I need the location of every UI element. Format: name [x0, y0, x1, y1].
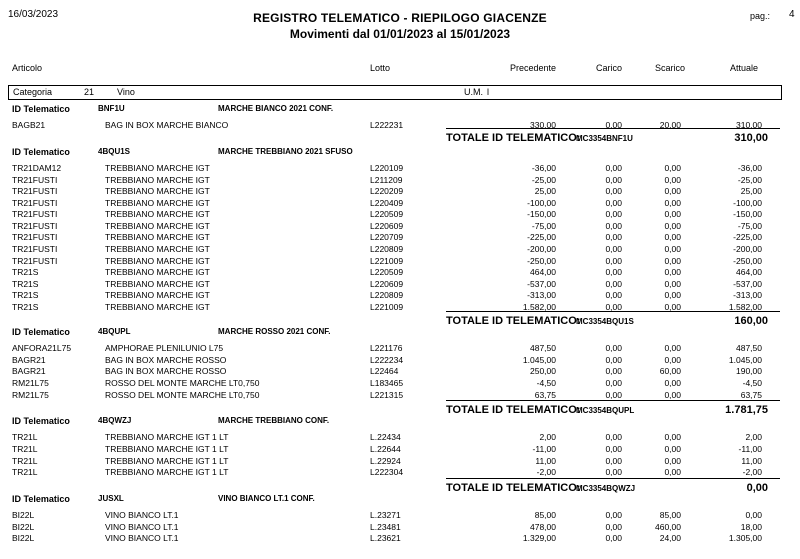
cell-scarico: 0,00 [664, 221, 681, 231]
col-precedente: Precedente [509, 63, 556, 73]
cell-lotto: L211209 [370, 175, 403, 185]
cell-precedente: 63,75 [534, 390, 556, 400]
cell-descrizione: TREBBIANO MARCHE IGT [105, 232, 210, 242]
table-row [0, 343, 800, 354]
cell-scarico: 0,00 [664, 232, 681, 242]
cell-descrizione: TREBBIANO MARCHE IGT [105, 256, 210, 266]
cell-precedente: 1.582,00 [522, 302, 556, 312]
cell-articolo: TR21FUSTI [12, 256, 58, 266]
total-label: TOTALE ID TELEMATICO: [446, 315, 581, 327]
cell-precedente: 478,00 [530, 522, 556, 532]
cell-lotto: L.23481 [370, 522, 401, 532]
cell-precedente: -537,00 [527, 279, 556, 289]
cell-articolo: TR21FUSTI [12, 232, 58, 242]
cell-descrizione: TREBBIANO MARCHE IGT [105, 290, 210, 300]
cell-descrizione: TREBBIANO MARCHE IGT [105, 279, 210, 289]
cell-precedente: -25,00 [531, 175, 556, 185]
cell-scarico: 24,00 [659, 533, 681, 543]
total-label: TOTALE ID TELEMATICO: [446, 404, 581, 416]
cell-scarico: 0,00 [664, 175, 681, 185]
cell-precedente: 85,00 [534, 510, 556, 520]
cell-lotto: L221315 [370, 390, 404, 400]
total-value: 160,00 [734, 315, 768, 327]
cell-carico: 0,00 [605, 343, 622, 353]
cell-scarico: 0,00 [664, 267, 681, 277]
cell-descrizione: BAG IN BOX MARCHE ROSSO [105, 355, 227, 365]
total-separator [446, 311, 780, 312]
cell-attuale: 464,00 [736, 267, 762, 277]
cell-carico: 0,00 [605, 533, 622, 543]
cell-carico: 0,00 [605, 163, 622, 173]
category-box [8, 85, 782, 100]
cell-precedente: -2,00 [536, 467, 556, 477]
id-telematico-label: ID Telematico [12, 416, 70, 426]
table-row [0, 456, 800, 467]
cell-attuale: -250,00 [733, 256, 762, 266]
cell-lotto: L221009 [370, 302, 404, 312]
cell-scarico: 0,00 [664, 302, 681, 312]
cell-lotto: L.23271 [370, 510, 401, 520]
id-telematico-code: 4BQU1S [98, 147, 131, 156]
group-header [0, 415, 800, 429]
cell-scarico: 0,00 [664, 444, 681, 454]
cell-descrizione: VINO BIANCO LT.1 [105, 522, 179, 532]
cell-carico: 0,00 [605, 198, 622, 208]
cell-scarico: 0,00 [664, 290, 681, 300]
cell-descrizione: BAG IN BOX MARCHE BIANCO [105, 120, 229, 130]
group-header [0, 326, 800, 340]
cell-carico: 0,00 [605, 456, 622, 466]
cell-attuale: -313,00 [733, 290, 762, 300]
cell-articolo: BI22L [12, 522, 35, 532]
cell-descrizione: TREBBIANO MARCHE IGT 1 LT [105, 456, 229, 466]
cell-scarico: 0,00 [664, 186, 681, 196]
cell-attuale: -225,00 [733, 232, 762, 242]
group-title: VINO BIANCO LT.1 CONF. [218, 494, 315, 503]
cell-attuale: 11,00 [741, 456, 762, 466]
cell-attuale: -200,00 [733, 244, 762, 254]
cell-attuale: 310,00 [736, 120, 762, 130]
table-row [0, 256, 800, 267]
cell-lotto: L222231 [370, 120, 404, 130]
table-row [0, 366, 800, 377]
cell-articolo: TR21L [12, 444, 38, 454]
cell-attuale: 18,00 [740, 522, 762, 532]
group-header [0, 493, 800, 507]
total-code: MC3354BQWZJ [576, 484, 636, 493]
group-header [0, 146, 800, 160]
cell-scarico: 0,00 [664, 209, 681, 219]
total-separator [446, 478, 780, 479]
table-row [0, 290, 800, 301]
cell-precedente: 464,00 [530, 267, 556, 277]
cell-lotto: L220109 [370, 163, 404, 173]
cell-precedente: -150,00 [527, 209, 556, 219]
cell-carico: 0,00 [605, 290, 622, 300]
cell-carico: 0,00 [605, 378, 622, 388]
cell-carico: 0,00 [605, 256, 622, 266]
id-telematico-code: JUSXL [98, 494, 124, 503]
cell-scarico: 85,00 [659, 510, 681, 520]
cell-precedente: -100,00 [527, 198, 556, 208]
cell-carico: 0,00 [605, 390, 622, 400]
cell-carico: 0,00 [605, 510, 622, 520]
cell-lotto: L220809 [370, 244, 404, 254]
table-row [0, 444, 800, 455]
cell-scarico: 20,00 [659, 120, 681, 130]
cell-lotto: L220809 [370, 290, 404, 300]
total-code: MC3354BQU1S [576, 317, 634, 326]
cell-precedente: -313,00 [527, 290, 556, 300]
cell-precedente: -4,50 [536, 378, 556, 388]
table-row [0, 232, 800, 243]
cell-carico: 0,00 [605, 302, 622, 312]
cell-carico: 0,00 [605, 175, 622, 185]
col-scarico: Scarico [654, 63, 685, 73]
cell-articolo: TR21S [12, 302, 39, 312]
id-telematico-code: 4BQUPL [98, 327, 131, 336]
cell-carico: 0,00 [605, 467, 622, 477]
report-subtitle: Movimenti dal 01/01/2023 al 15/01/2023 [289, 27, 511, 41]
table-row [0, 533, 800, 544]
group-total [0, 130, 800, 145]
cell-lotto: L222234 [370, 355, 404, 365]
cell-lotto: L222304 [370, 467, 404, 477]
table-row [0, 209, 800, 220]
cell-articolo: TR21FUSTI [12, 244, 58, 254]
table-row [0, 522, 800, 533]
cell-descrizione: TREBBIANO MARCHE IGT [105, 175, 210, 185]
table-row [0, 510, 800, 521]
cell-articolo: TR21S [12, 267, 39, 277]
cell-attuale: -75,00 [737, 221, 762, 231]
cell-scarico: 0,00 [664, 244, 681, 254]
cell-precedente: -36,00 [531, 163, 556, 173]
cell-scarico: 0,00 [664, 163, 681, 173]
cell-lotto: L.22644 [370, 444, 401, 454]
table-row [0, 267, 800, 278]
cell-articolo: BI22L [12, 510, 35, 520]
cell-lotto: L220709 [370, 232, 404, 242]
cell-scarico: 0,00 [664, 256, 681, 266]
cell-attuale: -36,00 [737, 163, 762, 173]
cell-lotto: L221176 [370, 343, 403, 353]
group-title: MARCHE ROSSO 2021 CONF. [218, 327, 331, 336]
um-value: l [487, 87, 489, 97]
cell-articolo: TR21FUSTI [12, 186, 58, 196]
cell-articolo: BAGB21 [12, 120, 46, 130]
id-telematico-label: ID Telematico [12, 147, 70, 157]
table-row [0, 432, 800, 443]
table-row [0, 198, 800, 209]
col-carico: Carico [595, 63, 622, 73]
cell-precedente: 330,00 [530, 120, 556, 130]
total-value: 1.781,75 [725, 404, 768, 416]
cell-articolo: TR21FUSTI [12, 175, 58, 185]
cell-descrizione: VINO BIANCO LT.1 [105, 533, 179, 543]
cell-carico: 0,00 [605, 355, 622, 365]
id-telematico-label: ID Telematico [12, 327, 70, 337]
cell-lotto: L.22924 [370, 456, 401, 466]
cell-descrizione: AMPHORAE PLENILUNIO L75 [105, 343, 224, 353]
cell-precedente: 2,00 [539, 432, 556, 442]
col-articolo: Articolo [12, 63, 43, 73]
table-row [0, 244, 800, 255]
cell-precedente: -200,00 [527, 244, 556, 254]
cell-articolo: TR21S [12, 279, 39, 289]
cell-precedente: 1.329,00 [522, 533, 556, 543]
cell-carico: 0,00 [605, 366, 622, 376]
cell-lotto: L221009 [370, 256, 404, 266]
cell-precedente: 11,00 [535, 456, 556, 466]
total-separator [446, 128, 780, 129]
cell-scarico: 0,00 [664, 378, 681, 388]
cell-articolo: TR21L [12, 432, 38, 442]
cell-attuale: 1.582,00 [728, 302, 762, 312]
cell-precedente: 1.045,00 [522, 355, 556, 365]
table-row [0, 175, 800, 186]
cell-precedente: -11,00 [532, 444, 556, 454]
total-label: TOTALE ID TELEMATICO: [446, 482, 581, 494]
cell-descrizione: TREBBIANO MARCHE IGT [105, 267, 210, 277]
cell-carico: 0,00 [605, 267, 622, 277]
cell-attuale: -25,00 [737, 175, 762, 185]
total-code: MC3354BNF1U [576, 134, 633, 143]
cell-attuale: -537,00 [733, 279, 762, 289]
print-date: 16/03/2023 [8, 9, 59, 20]
id-telematico-label: ID Telematico [12, 494, 70, 504]
cell-attuale: -150,00 [733, 209, 762, 219]
cell-articolo: BAGR21 [12, 355, 46, 365]
cell-scarico: 0,00 [664, 390, 681, 400]
cell-descrizione: TREBBIANO MARCHE IGT [105, 186, 210, 196]
cell-articolo: TR21DAM12 [12, 163, 62, 173]
page-label: pag.: [750, 11, 771, 21]
cell-descrizione: TREBBIANO MARCHE IGT 1 LT [105, 467, 229, 477]
cell-descrizione: TREBBIANO MARCHE IGT [105, 209, 210, 219]
total-label: TOTALE ID TELEMATICO: [446, 132, 581, 144]
cell-attuale: -100,00 [733, 198, 762, 208]
cell-descrizione: TREBBIANO MARCHE IGT [105, 221, 210, 231]
cell-precedente: 250,00 [530, 366, 556, 376]
cell-descrizione: TREBBIANO MARCHE IGT [105, 163, 210, 173]
cell-scarico: 0,00 [664, 198, 681, 208]
cell-precedente: -250,00 [527, 256, 556, 266]
cell-articolo: TR21L [12, 467, 38, 477]
table-row [0, 186, 800, 197]
id-telematico-code: 4BQWZJ [98, 416, 132, 425]
cell-lotto: L220509 [370, 209, 404, 219]
cell-articolo: TR21FUSTI [12, 221, 58, 231]
cell-articolo: ANFORA21L75 [12, 343, 72, 353]
cell-articolo: TR21FUSTI [12, 209, 58, 219]
group-title: MARCHE TREBBIANO 2021 SFUSO [218, 147, 353, 156]
cell-carico: 0,00 [605, 232, 622, 242]
cell-articolo: TR21FUSTI [12, 198, 58, 208]
cell-descrizione: TREBBIANO MARCHE IGT [105, 244, 210, 254]
cell-scarico: 0,00 [664, 343, 681, 353]
cell-descrizione: BAG IN BOX MARCHE ROSSO [105, 366, 227, 376]
cell-articolo: TR21S [12, 290, 39, 300]
cell-scarico: 0,00 [664, 279, 681, 289]
cell-descrizione: TREBBIANO MARCHE IGT [105, 302, 210, 312]
cell-lotto: L220609 [370, 279, 404, 289]
cell-articolo: RM21L75 [12, 390, 49, 400]
table-row [0, 467, 800, 478]
cell-attuale: -4,50 [742, 378, 762, 388]
category-name: Vino [117, 87, 135, 97]
cell-scarico: 0,00 [664, 432, 681, 442]
cell-articolo: RM21L75 [12, 378, 49, 388]
cell-attuale: 25,00 [740, 186, 762, 196]
cell-descrizione: ROSSO DEL MONTE MARCHE LT0,750 [105, 378, 260, 388]
group-title: MARCHE BIANCO 2021 CONF. [218, 104, 334, 113]
table-row [0, 378, 800, 389]
cell-scarico: 460,00 [655, 522, 681, 532]
cell-lotto: L220409 [370, 198, 404, 208]
cell-carico: 0,00 [605, 279, 622, 289]
cell-lotto: L220509 [370, 267, 404, 277]
cell-attuale: 1.305,00 [728, 533, 762, 543]
cell-scarico: 0,00 [664, 456, 681, 466]
table-row [0, 163, 800, 174]
cell-descrizione: TREBBIANO MARCHE IGT 1 LT [105, 432, 229, 442]
cell-precedente: 487,50 [530, 343, 556, 353]
cell-attuale: 2,00 [745, 432, 762, 442]
cell-carico: 0,00 [605, 244, 622, 254]
cell-carico: 0,00 [605, 444, 622, 454]
cell-attuale: 0,00 [745, 510, 762, 520]
cell-lotto: L220609 [370, 221, 404, 231]
cell-carico: 0,00 [605, 432, 622, 442]
cell-lotto: L.23621 [370, 533, 401, 543]
total-code: MC3354BQUPL [576, 406, 635, 415]
cell-precedente: 25,00 [534, 186, 556, 196]
table-row [0, 279, 800, 290]
total-value: 0,00 [746, 482, 768, 494]
cell-carico: 0,00 [605, 221, 622, 231]
cell-carico: 0,00 [605, 522, 622, 532]
cell-lotto: L220209 [370, 186, 404, 196]
cell-lotto: L183465 [370, 378, 404, 388]
table-row [0, 221, 800, 232]
cell-lotto: L.22434 [370, 432, 401, 442]
cell-descrizione: VINO BIANCO LT.1 [105, 510, 179, 520]
total-value: 310,00 [734, 132, 768, 144]
cell-precedente: -225,00 [527, 232, 556, 242]
cell-attuale: 190,00 [736, 366, 762, 376]
id-telematico-code: BNF1U [98, 104, 125, 113]
um-label: U.M. [464, 87, 483, 97]
report-title: REGISTRO TELEMATICO - RIEPILOGO GIACENZE [253, 11, 547, 25]
cell-articolo: BI22L [12, 533, 35, 543]
cell-attuale: 487,50 [736, 343, 762, 353]
col-attuale: Attuale [729, 63, 758, 73]
col-lotto: Lotto [370, 63, 391, 73]
cell-descrizione: ROSSO DEL MONTE MARCHE LT0,750 [105, 390, 260, 400]
cell-scarico: 0,00 [664, 467, 681, 477]
cell-carico: 0,00 [605, 120, 622, 130]
category-code: 21 [84, 87, 95, 97]
cell-descrizione: TREBBIANO MARCHE IGT [105, 198, 210, 208]
group-title: MARCHE TREBBIANO CONF. [218, 416, 330, 425]
cell-articolo: TR21L [12, 456, 38, 466]
total-separator [446, 400, 780, 401]
cell-articolo: BAGR21 [12, 366, 46, 376]
cell-precedente: -75,00 [531, 221, 556, 231]
cell-descrizione: TREBBIANO MARCHE IGT 1 LT [105, 444, 229, 454]
cell-lotto: L22464 [370, 366, 399, 376]
group-header [0, 103, 800, 117]
table-row [0, 355, 800, 366]
cell-attuale: -2,00 [742, 467, 762, 477]
page-number: 4 [789, 9, 795, 20]
cell-carico: 0,00 [605, 209, 622, 219]
cell-attuale: -11,00 [738, 444, 762, 454]
cell-scarico: 0,00 [664, 355, 681, 365]
cell-attuale: 63,75 [740, 390, 762, 400]
cell-scarico: 60,00 [659, 366, 681, 376]
id-telematico-label: ID Telematico [12, 104, 70, 114]
cell-carico: 0,00 [605, 186, 622, 196]
cell-attuale: 1.045,00 [728, 355, 762, 365]
category-label: Categoria [13, 87, 53, 97]
